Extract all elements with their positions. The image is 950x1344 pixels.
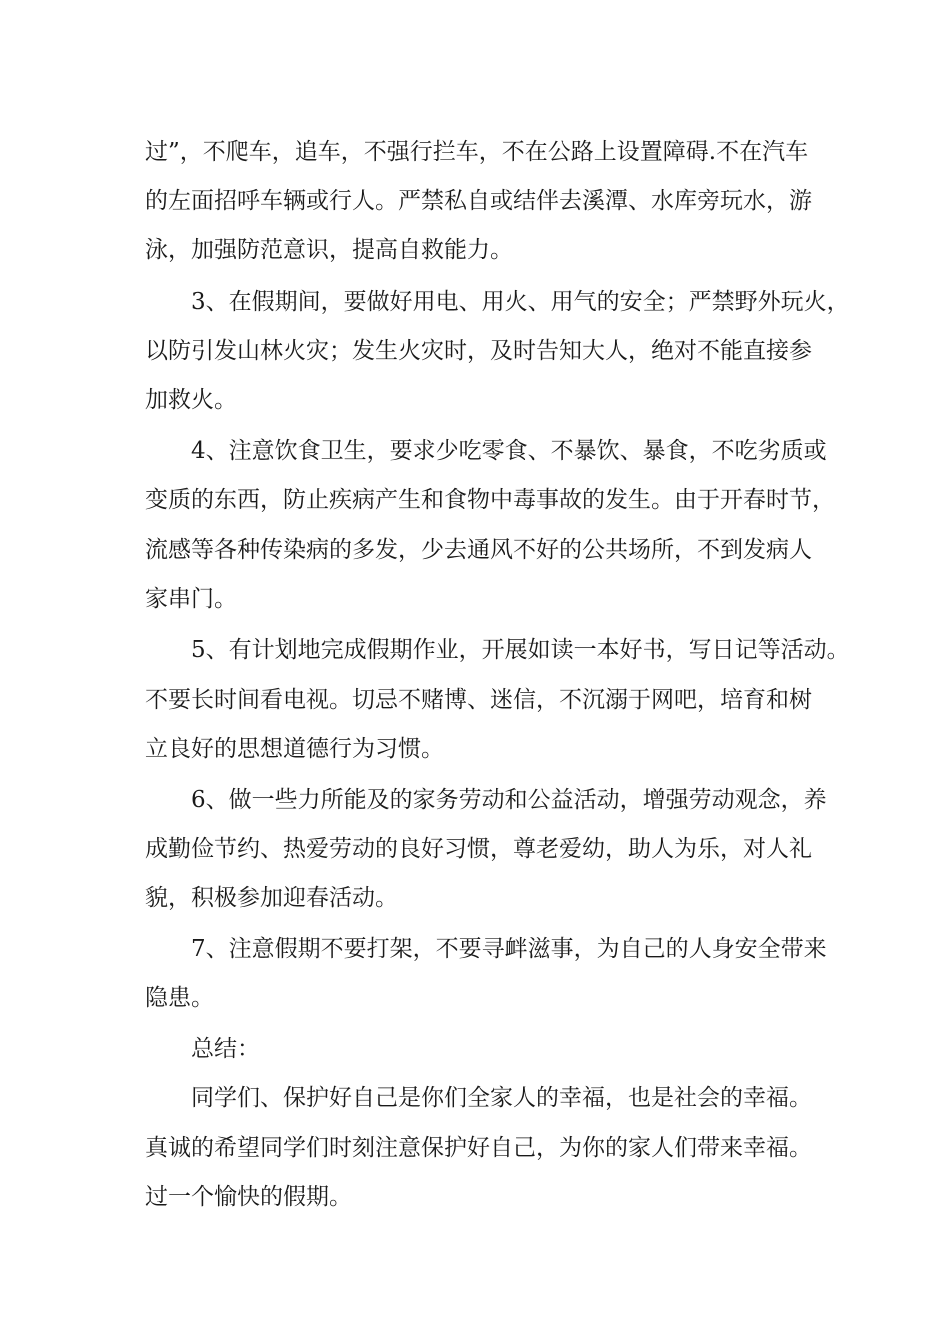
text-line: 流感等各种传染病的多发，少去通风不好的公共场所，不到发病人 [145,537,812,563]
text-line: 同学们、保护好自己是你们全家人的幸福，也是社会的幸福。 [191,1085,812,1111]
text-line: 以防引发山林火灾；发生火灾时，及时告知大人，绝对不能直接参 [145,338,812,364]
text-line: 变质的东西，防止疾病产生和食物中毒事故的发生。由于开春时节， [145,487,835,513]
text-line: 加救火。 [145,387,237,413]
text-line: 成勤俭节约、热爱劳动的良好习惯，尊老爱幼，助人为乐，对人礼 [145,836,812,862]
text-line: 家串门。 [145,586,237,612]
text-line: 泳，加强防范意识，提高自救能力。 [145,237,513,263]
text-line: 立良好的思想道德行为习惯。 [145,736,444,762]
text-line: 不要长时间看电视。切忌不赌博、迷信，不沉溺于网吧，培育和树 [145,687,812,713]
summary-heading: 总结： [191,1036,260,1062]
text-line: 3、在假期间，要做好用电、用火、用气的安全；严禁野外玩火， [191,289,850,315]
text-line: 6、做一些力所能及的家务劳动和公益活动，增强劳动观念，养 [191,787,827,813]
text-line: 5、有计划地完成假期作业，开展如读一本好书，写日记等活动。 [191,637,850,663]
text-line: 7、注意假期不要打架，不要寻衅滋事，为自己的人身安全带来 [191,936,827,962]
text-line: 过一个愉快的假期。 [145,1184,352,1210]
text-line: 的左面招呼车辆或行人。严禁私自或结伴去溪潭、水库旁玩水，游 [145,188,812,214]
text-line: 貌，积极参加迎春活动。 [145,885,398,911]
text-line: 隐患。 [145,985,214,1011]
text-line: 过”，不爬车，追车，不强行拦车，不在公路上设置障碍.不在汽车 [145,139,809,165]
text-line: 4、注意饮食卫生，要求少吃零食、不暴饮、暴食，不吃劣质或 [191,438,827,464]
text-line: 真诚的希望同学们时刻注意保护好自己，为你的家人们带来幸福。 [145,1135,812,1161]
